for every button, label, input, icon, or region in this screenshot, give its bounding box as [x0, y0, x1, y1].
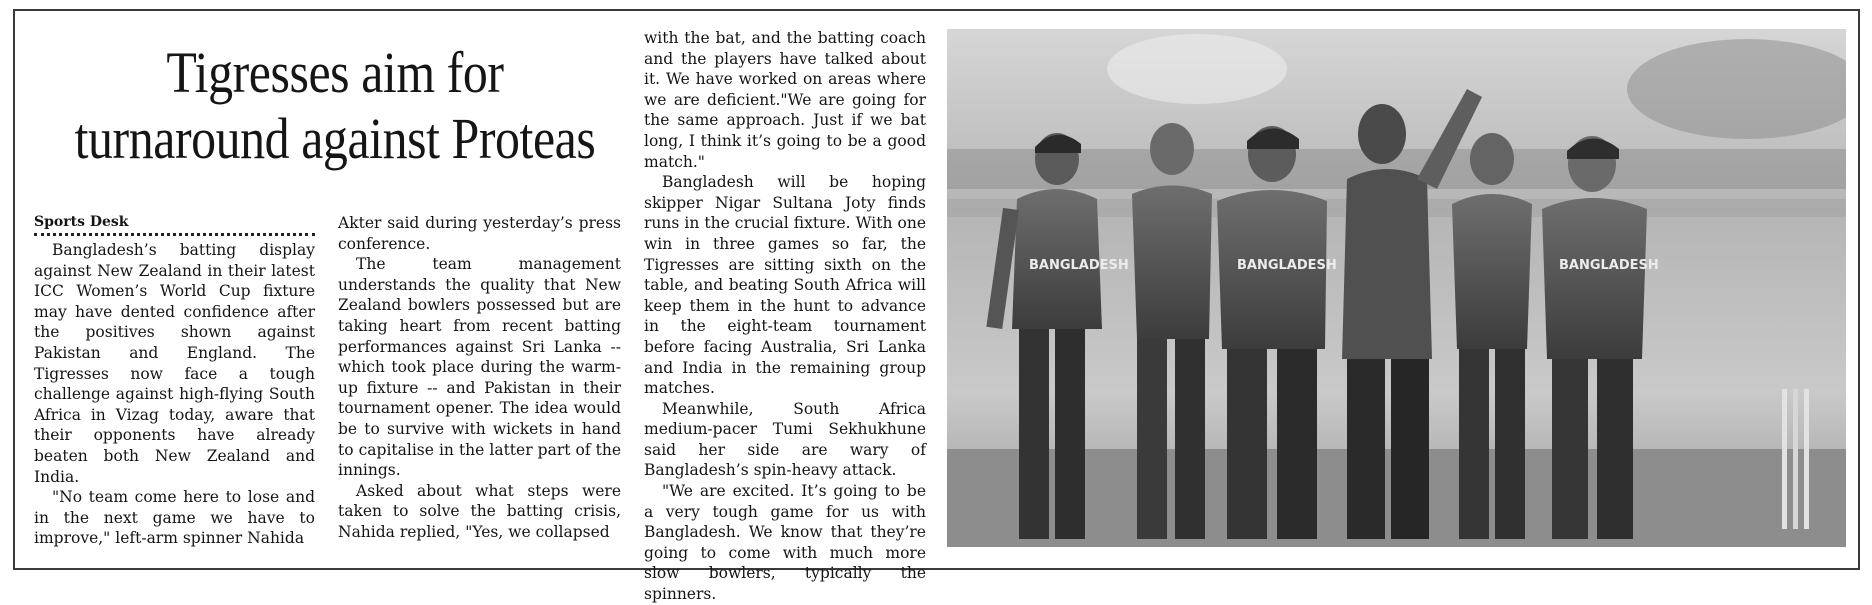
jersey-text: BANGLADESH: [1237, 258, 1337, 273]
headline: Tigresses aim for turnaround against Proteas: [74, 40, 596, 171]
paragraph-continued: Akter said during yesterday’s press conference.: [338, 214, 621, 253]
paragraph: Bangladesh will be hoping skipper Nigar Sultana Joty finds runs in the crucial fixture. With one win in three games so far, the Tigresses are sitting sixth on the table, and beating South Africa will keep them in the hunt to advance in the eight-team tournament before facing Australia, Sri Lanka and India in the remaining group matches.: [644, 173, 926, 398]
jersey-text: BANGLADESH: [1559, 258, 1659, 273]
team-celebration-photo: [947, 29, 1846, 547]
jersey-text: BANGLADESH: [1029, 258, 1129, 273]
paragraph: The team management understands the quality that New Zealand bowlers possessed but are taking heart from recent batting performances against Sri Lanka -- which took place during the warm-up fixture -- and Pakistan in their tournament opener. The idea would be to survive with wickets in hand to capitalise in the latter part of the innings.: [338, 255, 621, 480]
article-column-2: [338, 213, 621, 543]
paragraph: Asked about what steps were taken to solve the batting crisis, Nahida replied, "Yes, we collapsed: [338, 481, 621, 541]
paragraph: Bangladesh’s batting display against New Zealand in their latest ICC Women’s World Cup fixture may have dented confidence after the positives shown against Pakistan and England. The Tigresses now face a tough challenge against high-flying South Africa in Vizag today, aware that their opponents have already beaten both New Zealand and India.: [34, 241, 315, 486]
paragraph: "No team come here to lose and in the next game we have to improve," left-arm spinner Nahida: [34, 488, 315, 548]
photo-illustration: [947, 29, 1846, 547]
paragraph-continued: with the bat, and the batting coach and the players have talked about it. We have worked on areas where we are deficient."We are going for the same approach. Just if we bat long, I think it’s going to be a good match.": [644, 29, 926, 171]
paragraph: "We are excited. It’s going to be a very tough game for us with Bangladesh. We know that they’re going to come with much more slow bowlers, typically the spinners.: [644, 482, 926, 604]
article-column-3: [644, 28, 926, 605]
byline: Sports Desk: [34, 213, 315, 236]
paragraph: Meanwhile, South Africa medium-pacer Tumi Sekhukhune said her side are wary of Bangladesh’s spin-heavy attack.: [644, 399, 926, 480]
article-column-1: [34, 240, 315, 549]
